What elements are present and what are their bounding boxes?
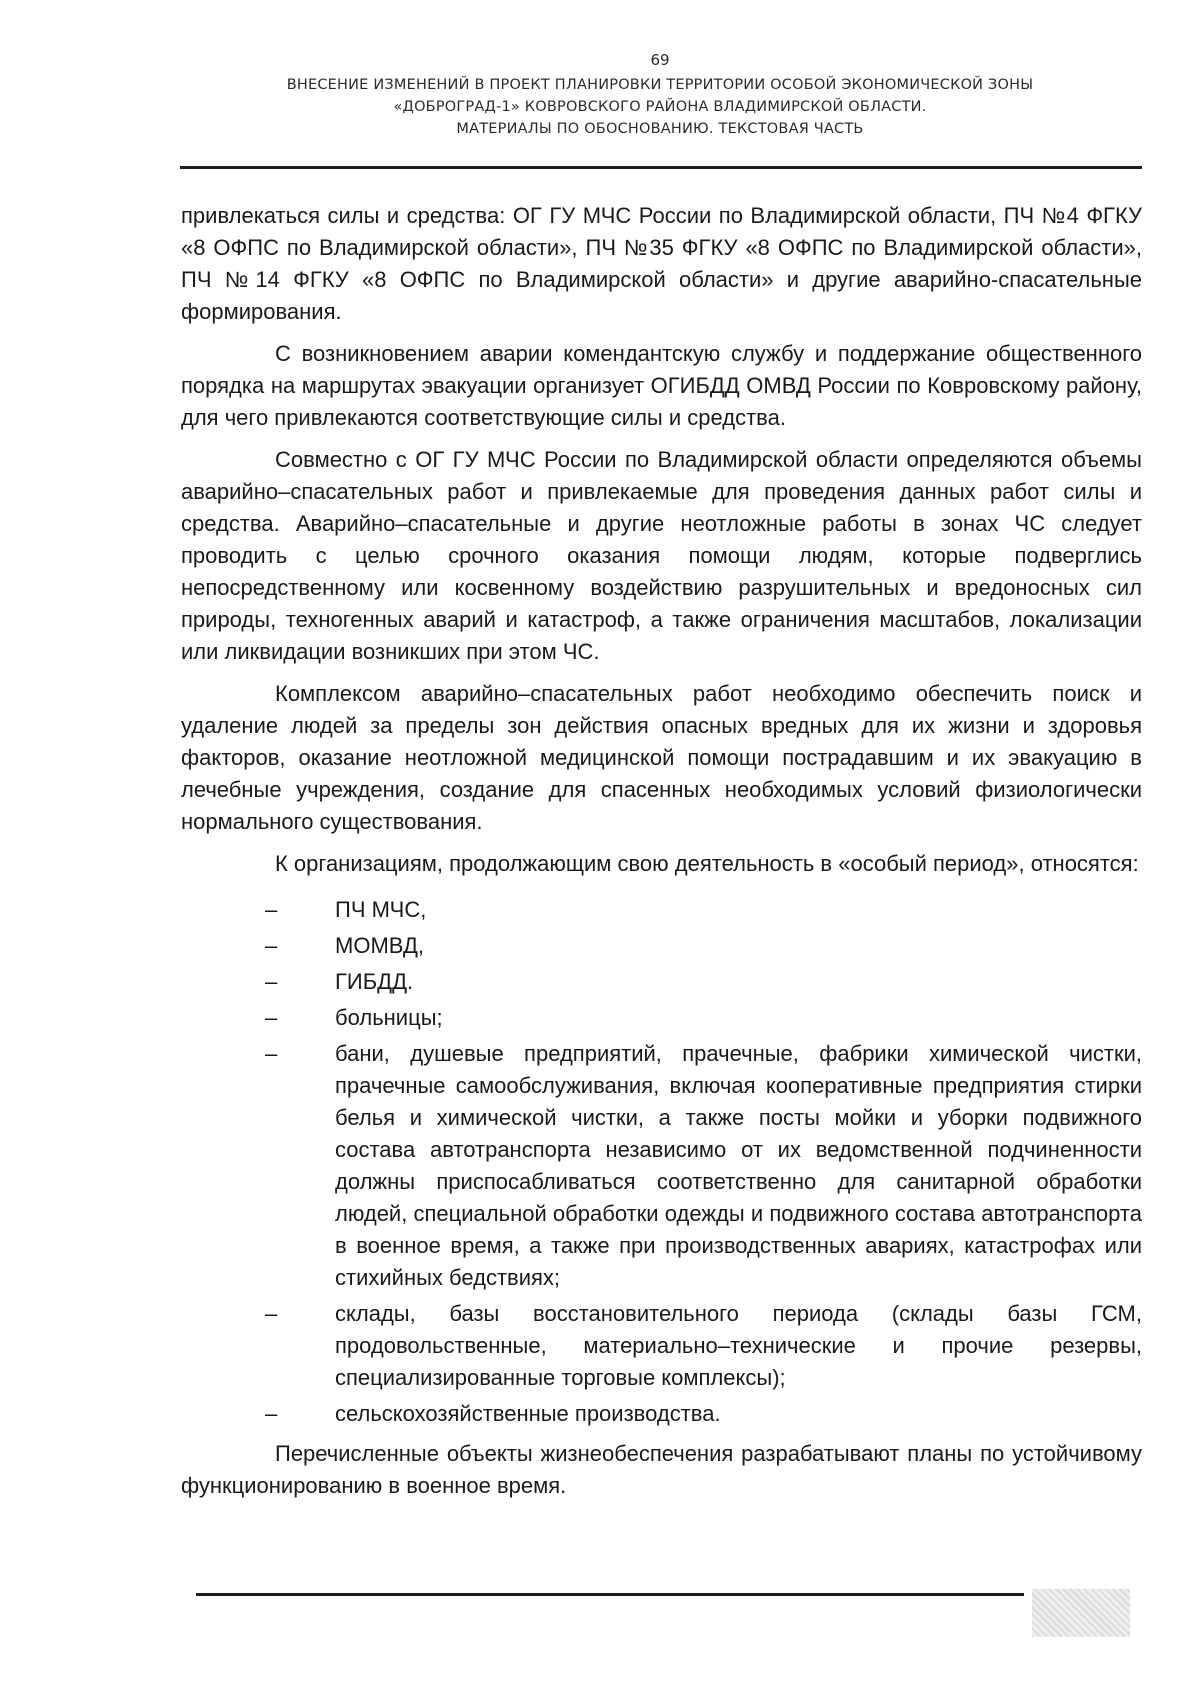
- list-item: [181, 1398, 1142, 1430]
- list-item-text: сельскохозяйственные производства.: [335, 1401, 721, 1426]
- list-item-text: МОМВД,: [335, 933, 424, 958]
- header-title-line-2: «ДОБРОГРАД-1» КОВРОВСКОГО РАЙОНА ВЛАДИМИРСКОЙ ОБЛАСТИ.: [393, 99, 927, 115]
- page-number: 69: [650, 51, 670, 69]
- list-dash: –: [265, 1301, 278, 1326]
- header-divider: [180, 166, 1142, 169]
- list-dash: –: [265, 897, 278, 922]
- organizations-list: [181, 894, 1142, 1430]
- list-item-text: бани, душевые предприятий, прачечные, фабрики химической чистки, прачечные самообслуживания, включая кооперативные предприятия стирки белья и химической чистки, а также посты мойки и уборки подвижного состава автотранспорта независимо от их ведомственной подчиненности должны приспосабливаться соответственно для санитарной обработки людей, специальной обработки одежды и подвижного состава автотранспорта в военное время, а также при производственных авариях, катастрофах или стихийных бедствиях;: [335, 1041, 1142, 1290]
- list-dash: –: [265, 1041, 278, 1066]
- list-dash: –: [265, 969, 278, 994]
- list-item: [181, 1298, 1142, 1394]
- list-item-text: склады, базы восстановительного периода (склады базы ГСМ, продовольственные, материально–технические и прочие резервы, специализированные торговые комплексы);: [335, 1301, 1142, 1390]
- page-header: [180, 50, 1140, 140]
- footer-divider: [196, 1593, 1024, 1596]
- header-title-line-1: ВНЕСЕНИЕ ИЗМЕНЕНИЙ В ПРОЕКТ ПЛАНИРОВКИ ТЕРРИТОРИИ ОСОБОЙ ЭКОНОМИЧЕСКОЙ ЗОНЫ: [286, 77, 1034, 93]
- paragraph-closing: Перечисленные объекты жизнеобеспечения разрабатывают планы по устойчивому функционированию в военное время.: [181, 1441, 1142, 1498]
- list-dash: –: [265, 933, 278, 958]
- list-item-text: ГИБДД.: [335, 969, 414, 994]
- list-item: [181, 966, 1142, 998]
- list-item-text: больницы;: [335, 1005, 443, 1030]
- list-item: [181, 1002, 1142, 1034]
- paragraph-commandant-service: С возникновением аварии комендантскую службу и поддержание общественного порядка на маршрутах эвакуации организует ОГИБДД ОМВД России по Ковровскому району, для чего привлекаются соответствующие силы и средства.: [181, 341, 1142, 430]
- list-item: [181, 1038, 1142, 1294]
- list-item: [181, 894, 1142, 926]
- list-item: [181, 930, 1142, 962]
- paragraph-rescue-complex: Комплексом аварийно–спасательных работ необходимо обеспечить поиск и удаление людей за пределы зон действия опасных вредных для их жизни и здоровья факторов, оказание неотложной медицинской помощи пострадавшим и их эвакуацию в лечебные учреждения, создание для спасенных необходимых условий физиологически нормального существования.: [181, 681, 1142, 834]
- list-item-text: ПЧ МЧС,: [335, 897, 427, 922]
- scan-stamp-mark: [1032, 1589, 1130, 1637]
- list-dash: –: [265, 1401, 278, 1426]
- list-dash: –: [265, 1005, 278, 1030]
- paragraph-forces: привлекаться силы и средства: ОГ ГУ МЧС России по Владимирской области, ПЧ №4 ФГКУ «8 ОФПС по Владимирской области», ПЧ №35 ФГКУ «8 ОФПС по Владимирской области», ПЧ №14 ФГКУ «8 ОФПС по Владимирской области» и другие аварийно-спасательные формирования.: [181, 203, 1142, 324]
- body-text: [181, 200, 1142, 1512]
- paragraph-rescue-scope: Совместно с ОГ ГУ МЧС России по Владимирской области определяются объемы аварийно–спасательных работ и привлекаемые для проведения данных работ силы и средства. Аварийно–спасательные и другие неотложные работы в зонах ЧС следует проводить с целью срочного оказания помощи людям, которые подверглись непосредственному или косвенному воздействию разрушительных и вредоносных сил природы, техногенных аварий и катастроф, а также ограничения масштабов, локализации или ликвидации возникших при этом ЧС.: [181, 447, 1142, 664]
- header-title-line-3: МАТЕРИАЛЫ ПО ОБОСНОВАНИЮ. ТЕКСТОВАЯ ЧАСТЬ: [456, 121, 864, 137]
- paragraph-special-period: К организациям, продолжающим свою деятельность в «особый период», относятся:: [275, 851, 1139, 876]
